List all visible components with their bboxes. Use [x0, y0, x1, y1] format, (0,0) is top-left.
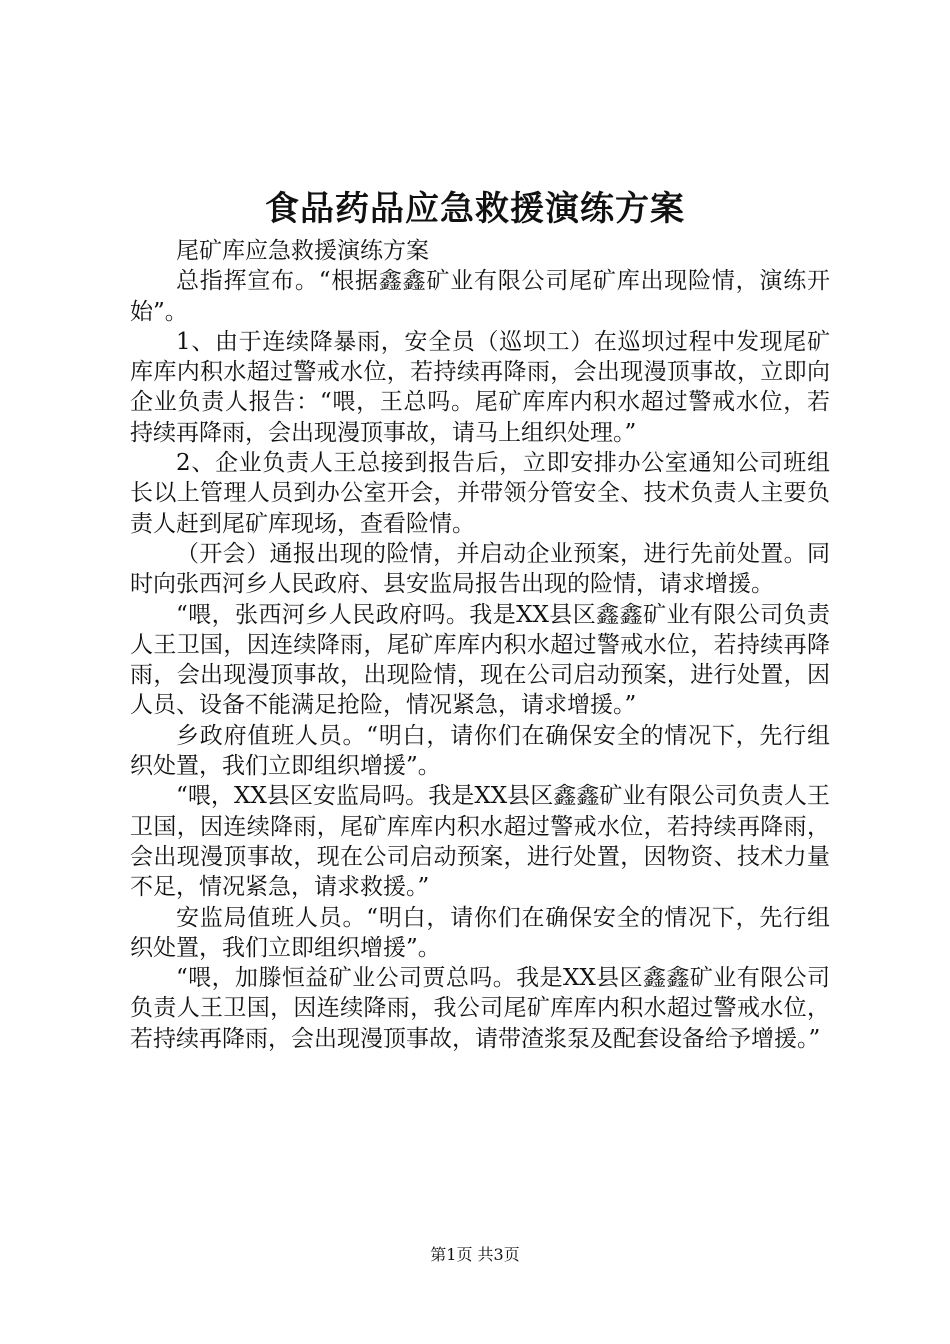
paragraph-step-1: 1、由于连续降暴雨，安全员（巡坝工）在巡坝过程中发现尾矿库库内积水超过警戒水位，若持续再降雨，会出现漫顶事故，立即向企业负责人报告：“喂，王总吗。尾矿库库内积水超过警戒水位，若持续再降雨，会出现漫顶事故，请马上组织处理。” — [130, 328, 830, 446]
paragraph-step-2: 2、企业负责人王总接到报告后，立即安排办公室通知公司班组长以上管理人员到办公室开会，并带领分管安全、技术负责人主要负责人赶到尾矿库现场，查看险情。 — [130, 450, 830, 537]
paragraph-subtitle: 尾矿库应急救援演练方案 — [176, 238, 429, 264]
page-footer: 第1页 共3页 — [430, 1245, 520, 1264]
paragraph-safety-bureau-reply: 安监局值班人员。“明白，请你们在确保安全的情况下，先行组织处置，我们立即组织增援”。 — [130, 904, 830, 961]
paragraph-call-township: “喂，张西河乡人民政府吗。我是XX县区鑫鑫矿业有限公司负责人王卫国，因连续降雨，尾矿库库内积水超过警戒水位，若持续再降雨，会出现漫顶事故，出现险情，现在公司启动预案，进行处置，因人员、设备不能满足抢险，情况紧急，请求增援。” — [130, 601, 830, 719]
paragraph-commander-announcement: 总指挥宣布。“根据鑫鑫矿业有限公司尾矿库出现险情，演练开始”。 — [130, 268, 830, 325]
document-title: 食品药品应急救援演练方案 — [265, 189, 685, 229]
paragraph-call-safety-bureau: “喂，XX县区安监局吗。我是XX县区鑫鑫矿业有限公司负责人王卫国，因连续降雨，尾矿库库内积水超过警戒水位，若持续再降雨，会出现漫顶事故，现在公司启动预案，进行处置，因物资、技术力量不足，情况紧急，请求救援。” — [130, 783, 830, 901]
document-body — [130, 236, 830, 1054]
paragraph-township-reply: 乡政府值班人员。“明白，请你们在确保安全的情况下，先行组织处置，我们立即组织增援”。 — [130, 722, 830, 780]
paragraph-meeting: （开会）通报出现的险情，并启动企业预案，进行先前处置。同时向张西河乡人民政府、县安监局报告出现的险情，请求增援。 — [130, 540, 830, 598]
paragraph-call-company: “喂，加滕恒益矿业公司贾总吗。我是XX县区鑫鑫矿业有限公司负责人王卫国，因连续降雨，我公司尾矿库库内积水超过警戒水位，若持续再降雨，会出现漫顶事故，请带渣浆泵及配套设备给予增援。” — [130, 965, 830, 1052]
